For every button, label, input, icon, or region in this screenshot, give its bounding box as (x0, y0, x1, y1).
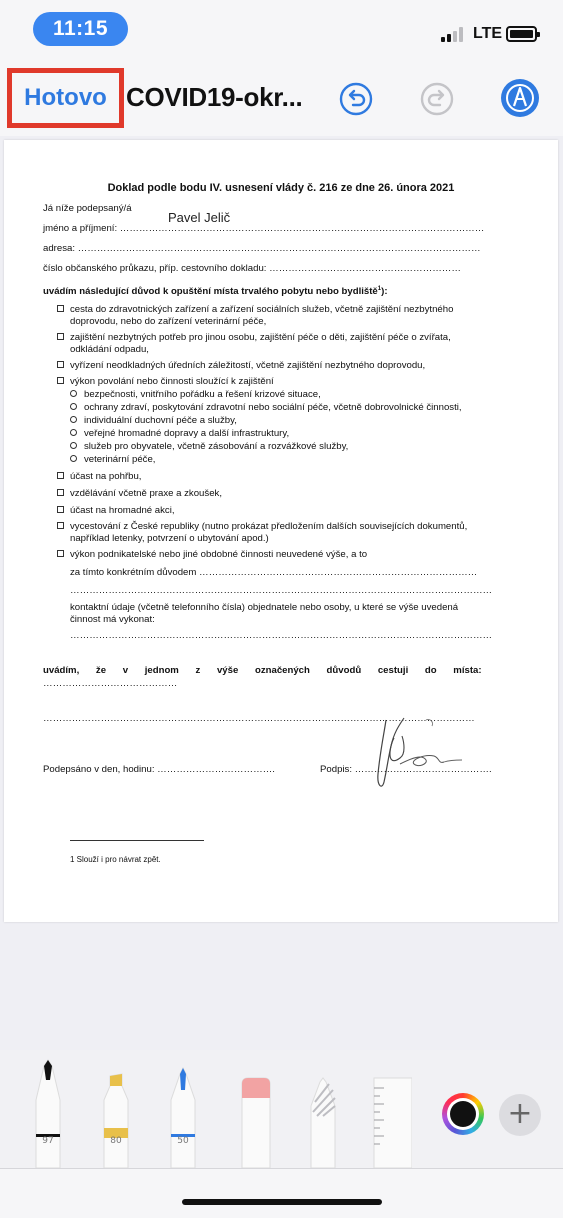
redo-icon[interactable] (420, 82, 454, 116)
signal-icon (441, 27, 467, 42)
radio[interactable] (70, 403, 77, 410)
signature-field: Podpis: ……………………………………. (320, 764, 492, 775)
radio[interactable] (70, 390, 77, 397)
document-page[interactable] (4, 140, 558, 922)
checkbox[interactable] (57, 506, 64, 513)
status-bar (0, 0, 563, 58)
document-title: COVID19-okr... (126, 82, 303, 112)
document-area[interactable] (0, 136, 563, 1050)
footnote-divider (70, 840, 204, 841)
option-9-contact-cont: činnost má vykonat: (70, 614, 155, 625)
option-9-reason: za tímto konkrétním důvodem …………………………………………………………………………… (70, 567, 478, 578)
pen-tool[interactable] (28, 1050, 68, 1168)
marker-width-label: 80 (110, 1136, 122, 1146)
option-1[interactable]: cesta do zdravotnických zařízení a zařízení sociálních služeb, včetně zajištění nezbytného (57, 304, 453, 317)
checkbox[interactable] (57, 361, 64, 368)
radio[interactable] (70, 442, 77, 449)
checkbox[interactable] (57, 550, 64, 557)
option-1-cont: doprovodu, nebo do zařízení veterinární péče, (70, 316, 267, 327)
pen-width-label: 97 (42, 1136, 54, 1146)
eraser-tool[interactable] (236, 1050, 276, 1168)
option-6[interactable]: vzdělávání včetně praxe a zkoušek, (57, 488, 222, 501)
name-value[interactable]: Pavel Jelič (168, 210, 231, 225)
lasso-tool[interactable] (303, 1050, 343, 1168)
lasso-icon (303, 1050, 343, 1168)
ruler-icon (372, 1050, 412, 1168)
eraser-icon (236, 1050, 276, 1168)
pencil-icon (163, 1050, 203, 1168)
network-label: LTE (473, 25, 503, 42)
option-4[interactable]: výkon povolání nebo činnosti sloužící k zajištění (57, 376, 274, 389)
checkbox[interactable] (57, 472, 64, 479)
pencil-width-label: 50 (177, 1136, 189, 1146)
radio[interactable] (70, 455, 77, 462)
option-9-contact: kontaktní údaje (včetně telefonního čísla) objednatele nebo osoby, u které se výše uvedená (70, 602, 459, 613)
destination-heading: uvádím, že v jednom z výše označených důvodů cestuji do místa: (43, 665, 482, 676)
reason-heading: uvádím následující důvod k opuštění místa trvalého pobytu nebo bydliště$^1$): (43, 286, 388, 298)
pencil-tool[interactable] (163, 1050, 203, 1168)
option-3[interactable]: vyřízení neodkladných úředních záležitostí, včetně zajištění nezbytného doprovodu, (57, 360, 425, 373)
color-picker-button[interactable] (442, 1093, 484, 1135)
option-2-cont: odkládání odpadu, (70, 344, 149, 355)
option-9-dots-2: …………………………………………………………………………………………………………………… (70, 630, 493, 641)
marker-icon (96, 1050, 136, 1168)
checkbox[interactable] (57, 377, 64, 384)
destination-dots-1: …………………………………… (43, 678, 178, 689)
bottom-area (0, 1168, 563, 1218)
sub-option-3[interactable]: individuální duchovní péče a služby, (70, 415, 237, 428)
name-field: jméno a příjmení: …………………………………………………………………………………………………… (43, 223, 485, 234)
checkbox[interactable] (57, 522, 64, 529)
selected-color-swatch (450, 1101, 476, 1127)
option-9-dots: …………………………………………………………………………………………………………………… (70, 585, 493, 596)
handwritten-signature[interactable] (364, 714, 464, 798)
sub-option-2[interactable]: ochrany zdraví, poskytování zdravotní nebo sociální péče, včetně dobrovolnické činnosti, (70, 402, 462, 415)
option-8[interactable]: vycestování z České republiky (nutno prokázat předložením dalších souvisejících dokumentů, (57, 521, 467, 534)
radio[interactable] (70, 429, 77, 436)
option-5[interactable]: účast na pohřbu, (57, 471, 141, 484)
intro-text: Já níže podepsaný/á (43, 203, 132, 214)
radio[interactable] (70, 416, 77, 423)
undo-icon[interactable] (339, 82, 373, 116)
sub-option-1[interactable]: bezpečnosti, vnitřního pořádku a řešení krizové situace, (70, 389, 321, 402)
option-9[interactable]: výkon podnikatelské nebo jiné obdobné činnosti neuvedené výše, a to (57, 549, 367, 562)
sub-option-5[interactable]: služeb pro obyvatele, včetně zásobování a rozvážkové služby, (70, 441, 348, 454)
id-field: číslo občanského průkazu, příp. cestovního dokladu: …………………………………………………… (43, 263, 461, 274)
option-7[interactable]: účast na hromadné akci, (57, 505, 175, 518)
sub-option-4[interactable]: veřejné hromadné dopravy a další infrastruktury, (70, 428, 289, 441)
sub-option-6[interactable]: veterinární péče, (70, 454, 155, 467)
battery-icon (506, 26, 537, 42)
markup-button[interactable] (501, 79, 539, 117)
home-indicator[interactable] (182, 1199, 382, 1205)
marker-tool[interactable] (96, 1050, 136, 1168)
form-title: Doklad podle bodu IV. usnesení vlády č. 216 ze dne 26. února 2021 (107, 182, 455, 194)
markup-pen-icon (501, 79, 539, 117)
option-2[interactable]: zajištění nezbytných potřeb pro jinou osobu, zajištění péče o děti, zajištění péče o zvířata, (57, 332, 451, 345)
address-field: adresa: ……………………………………………………………………………………………………………… (43, 243, 481, 254)
checkbox[interactable] (57, 489, 64, 496)
status-time[interactable]: 11:15 (33, 12, 128, 46)
ruler-tool[interactable] (372, 1050, 412, 1168)
toolbar (0, 58, 563, 136)
add-button[interactable]: + (499, 1094, 541, 1136)
checkbox[interactable] (57, 305, 64, 312)
footnote: 1 Slouží i pro návrat zpět. (70, 855, 161, 864)
signed-at-field: Podepsáno v den, hodinu: ………………………………. (43, 764, 275, 775)
destination-dots-2: ……………………………………………………………………………………………………………………… (43, 713, 475, 724)
option-8-cont: například letenky, potvrzení o ubytování apod.) (70, 533, 269, 544)
pen-icon (28, 1050, 68, 1168)
done-button[interactable]: Hotovo (7, 68, 124, 128)
checkbox[interactable] (57, 333, 64, 340)
